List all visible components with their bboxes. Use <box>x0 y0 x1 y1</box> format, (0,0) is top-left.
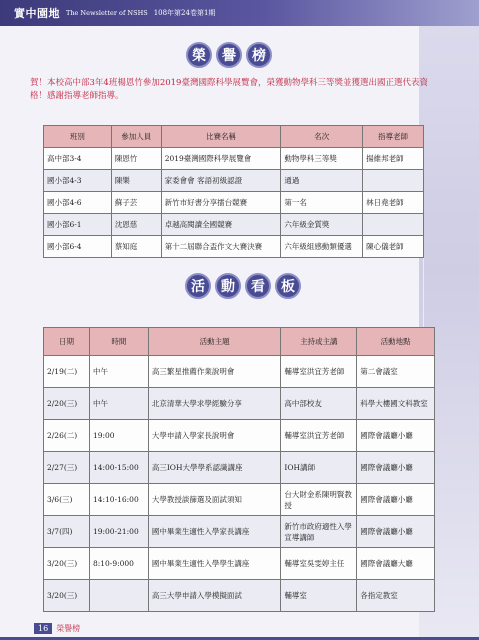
cell: 北京清華大學求學經驗分享 <box>148 388 281 420</box>
table-row <box>44 420 435 452</box>
col-class: 班別 <box>44 126 112 148</box>
cell: 新竹市好書分享擂台競賽 <box>161 192 281 214</box>
cell: 蘇子芸 <box>111 192 161 214</box>
cell: 沈恩慈 <box>111 214 161 236</box>
cell: 陳樂 <box>111 170 161 192</box>
cell: 通過 <box>281 170 363 192</box>
table-row <box>44 452 435 484</box>
cell <box>363 214 424 236</box>
footer-section-label: 榮譽榜 <box>56 623 81 633</box>
activities-title-char: 活 <box>185 273 211 299</box>
cell: 國小部6-4 <box>44 236 112 258</box>
decorative-line <box>423 146 471 346</box>
cell <box>363 170 424 192</box>
cell: 大學教授談篩選及面試須知 <box>148 484 281 516</box>
honors-section-title <box>186 42 272 68</box>
cell: 第二會議室 <box>357 356 435 388</box>
cell: 2019臺灣國際科學展覽會 <box>161 148 281 170</box>
table-row <box>44 236 424 258</box>
cell: 輔導室洪宜芳老師 <box>281 356 357 388</box>
honors-title-char: 榜 <box>246 42 272 68</box>
cell: 六年級組感動類優選 <box>281 236 363 258</box>
honors-title-char: 榮 <box>186 42 212 68</box>
cell: 2/19(二) <box>44 356 90 388</box>
cell: 輔導室 <box>281 580 357 612</box>
cell: 國際會議廳小廳 <box>357 452 435 484</box>
issue-label: 108年第24卷第1期 <box>153 9 216 17</box>
table-row <box>44 388 435 420</box>
cell: 國小部4-6 <box>44 192 112 214</box>
table-row <box>44 580 435 612</box>
table-row <box>44 214 424 236</box>
cell: 國際會議廳小廳 <box>357 420 435 452</box>
activities-title-char: 看 <box>245 273 271 299</box>
cell: 3/20(三) <box>44 548 90 580</box>
cell: 國中畢業生適性入學家長講座 <box>148 516 281 548</box>
cell: 3/6(三) <box>44 484 90 516</box>
cell: 第一名 <box>281 192 363 214</box>
cell: 科學大樓國文科教室 <box>357 388 435 420</box>
cell: 2/26(二) <box>44 420 90 452</box>
cell: 14:10-16:00 <box>89 484 148 516</box>
col-participant: 參加人員 <box>111 126 161 148</box>
table-row <box>44 548 435 580</box>
cell: 輔導室洪宜芳老師 <box>281 420 357 452</box>
cell: 2/27(三) <box>44 452 90 484</box>
cell: 台大財金系陳明賢教授 <box>281 484 357 516</box>
cell: 高三繁星推薦作業說明會 <box>148 356 281 388</box>
page-header <box>0 0 479 26</box>
cell: 19:00-21:00 <box>89 516 148 548</box>
cell <box>89 580 148 612</box>
col-date: 日期 <box>44 328 90 356</box>
cell: 高中部3-4 <box>44 148 112 170</box>
col-location: 活動地點 <box>357 328 435 356</box>
table-row <box>44 484 435 516</box>
table-row <box>44 192 424 214</box>
cell: 輔導室吳雯婷主任 <box>281 548 357 580</box>
honors-table <box>43 125 424 258</box>
honors-title-char: 譽 <box>216 42 242 68</box>
newsletter-title: 實中園地 <box>14 7 60 20</box>
cell: 家委會會 客語初級認證 <box>161 170 281 192</box>
col-teacher: 指導老師 <box>363 126 424 148</box>
cell: 3/7(四) <box>44 516 90 548</box>
cell: 各指定教室 <box>357 580 435 612</box>
cell: 陳心儀老師 <box>363 236 424 258</box>
cell: 新竹市政府適性入學宣導講師 <box>281 516 357 548</box>
activities-section-title <box>185 273 301 299</box>
cell: 林日堯老師 <box>363 192 424 214</box>
col-time: 時間 <box>89 328 148 356</box>
cell: 第十二屆聯合盃作文大賽決賽 <box>161 236 281 258</box>
newsletter-subtitle: The Newsletter of NSHS <box>66 9 148 17</box>
cell: 中午 <box>89 388 148 420</box>
cell: 陳恩竹 <box>111 148 161 170</box>
cell: 國際會議廳小廳 <box>357 484 435 516</box>
cell: 2/20(三) <box>44 388 90 420</box>
cell: 六年級金質獎 <box>281 214 363 236</box>
activities-title-char: 動 <box>215 273 241 299</box>
cell: 國際會議廳大廳 <box>357 548 435 580</box>
col-competition: 比賽名稱 <box>161 126 281 148</box>
activities-header-row <box>44 328 435 356</box>
cell: 高三IOH大學學系認識講座 <box>148 452 281 484</box>
honors-intro: 賀！本校高中部3年4班楊恩竹參加2019臺灣國際科學展覽會，榮獲動物學科三等獎並獲選出國正選代表資格！感謝指導老師指導。 <box>30 78 428 101</box>
cell: IOH講師 <box>281 452 357 484</box>
cell: 高中部校友 <box>281 388 357 420</box>
cell: 14:00-15:00 <box>89 452 148 484</box>
cell: 高三大學申請入學模擬面試 <box>148 580 281 612</box>
cell: 蔡知庭 <box>111 236 161 258</box>
col-rank: 名次 <box>281 126 363 148</box>
table-row <box>44 148 424 170</box>
cell: 中午 <box>89 356 148 388</box>
cell: 8:10-9:000 <box>89 548 148 580</box>
col-host: 主持或主講 <box>281 328 357 356</box>
table-row <box>44 516 435 548</box>
activities-title-char: 板 <box>275 273 301 299</box>
cell: 3/20(三) <box>44 580 90 612</box>
activities-table <box>43 327 435 612</box>
cell: 國中畢業生適性入學學生講座 <box>148 548 281 580</box>
cell: 動物學科三等獎 <box>281 148 363 170</box>
honors-header-row <box>44 126 424 148</box>
page-number: 16 <box>34 623 52 634</box>
table-row <box>44 356 435 388</box>
cell: 19:00 <box>89 420 148 452</box>
cell: 國小部6-1 <box>44 214 112 236</box>
cell: 卓越高閱讀全國競賽 <box>161 214 281 236</box>
cell: 國際會議廳小廳 <box>357 516 435 548</box>
cell: 揚維邦老師 <box>363 148 424 170</box>
table-row <box>44 170 424 192</box>
col-topic: 活動主題 <box>148 328 281 356</box>
cell: 大學申請入學家長說明會 <box>148 420 281 452</box>
cell: 國小部4-3 <box>44 170 112 192</box>
